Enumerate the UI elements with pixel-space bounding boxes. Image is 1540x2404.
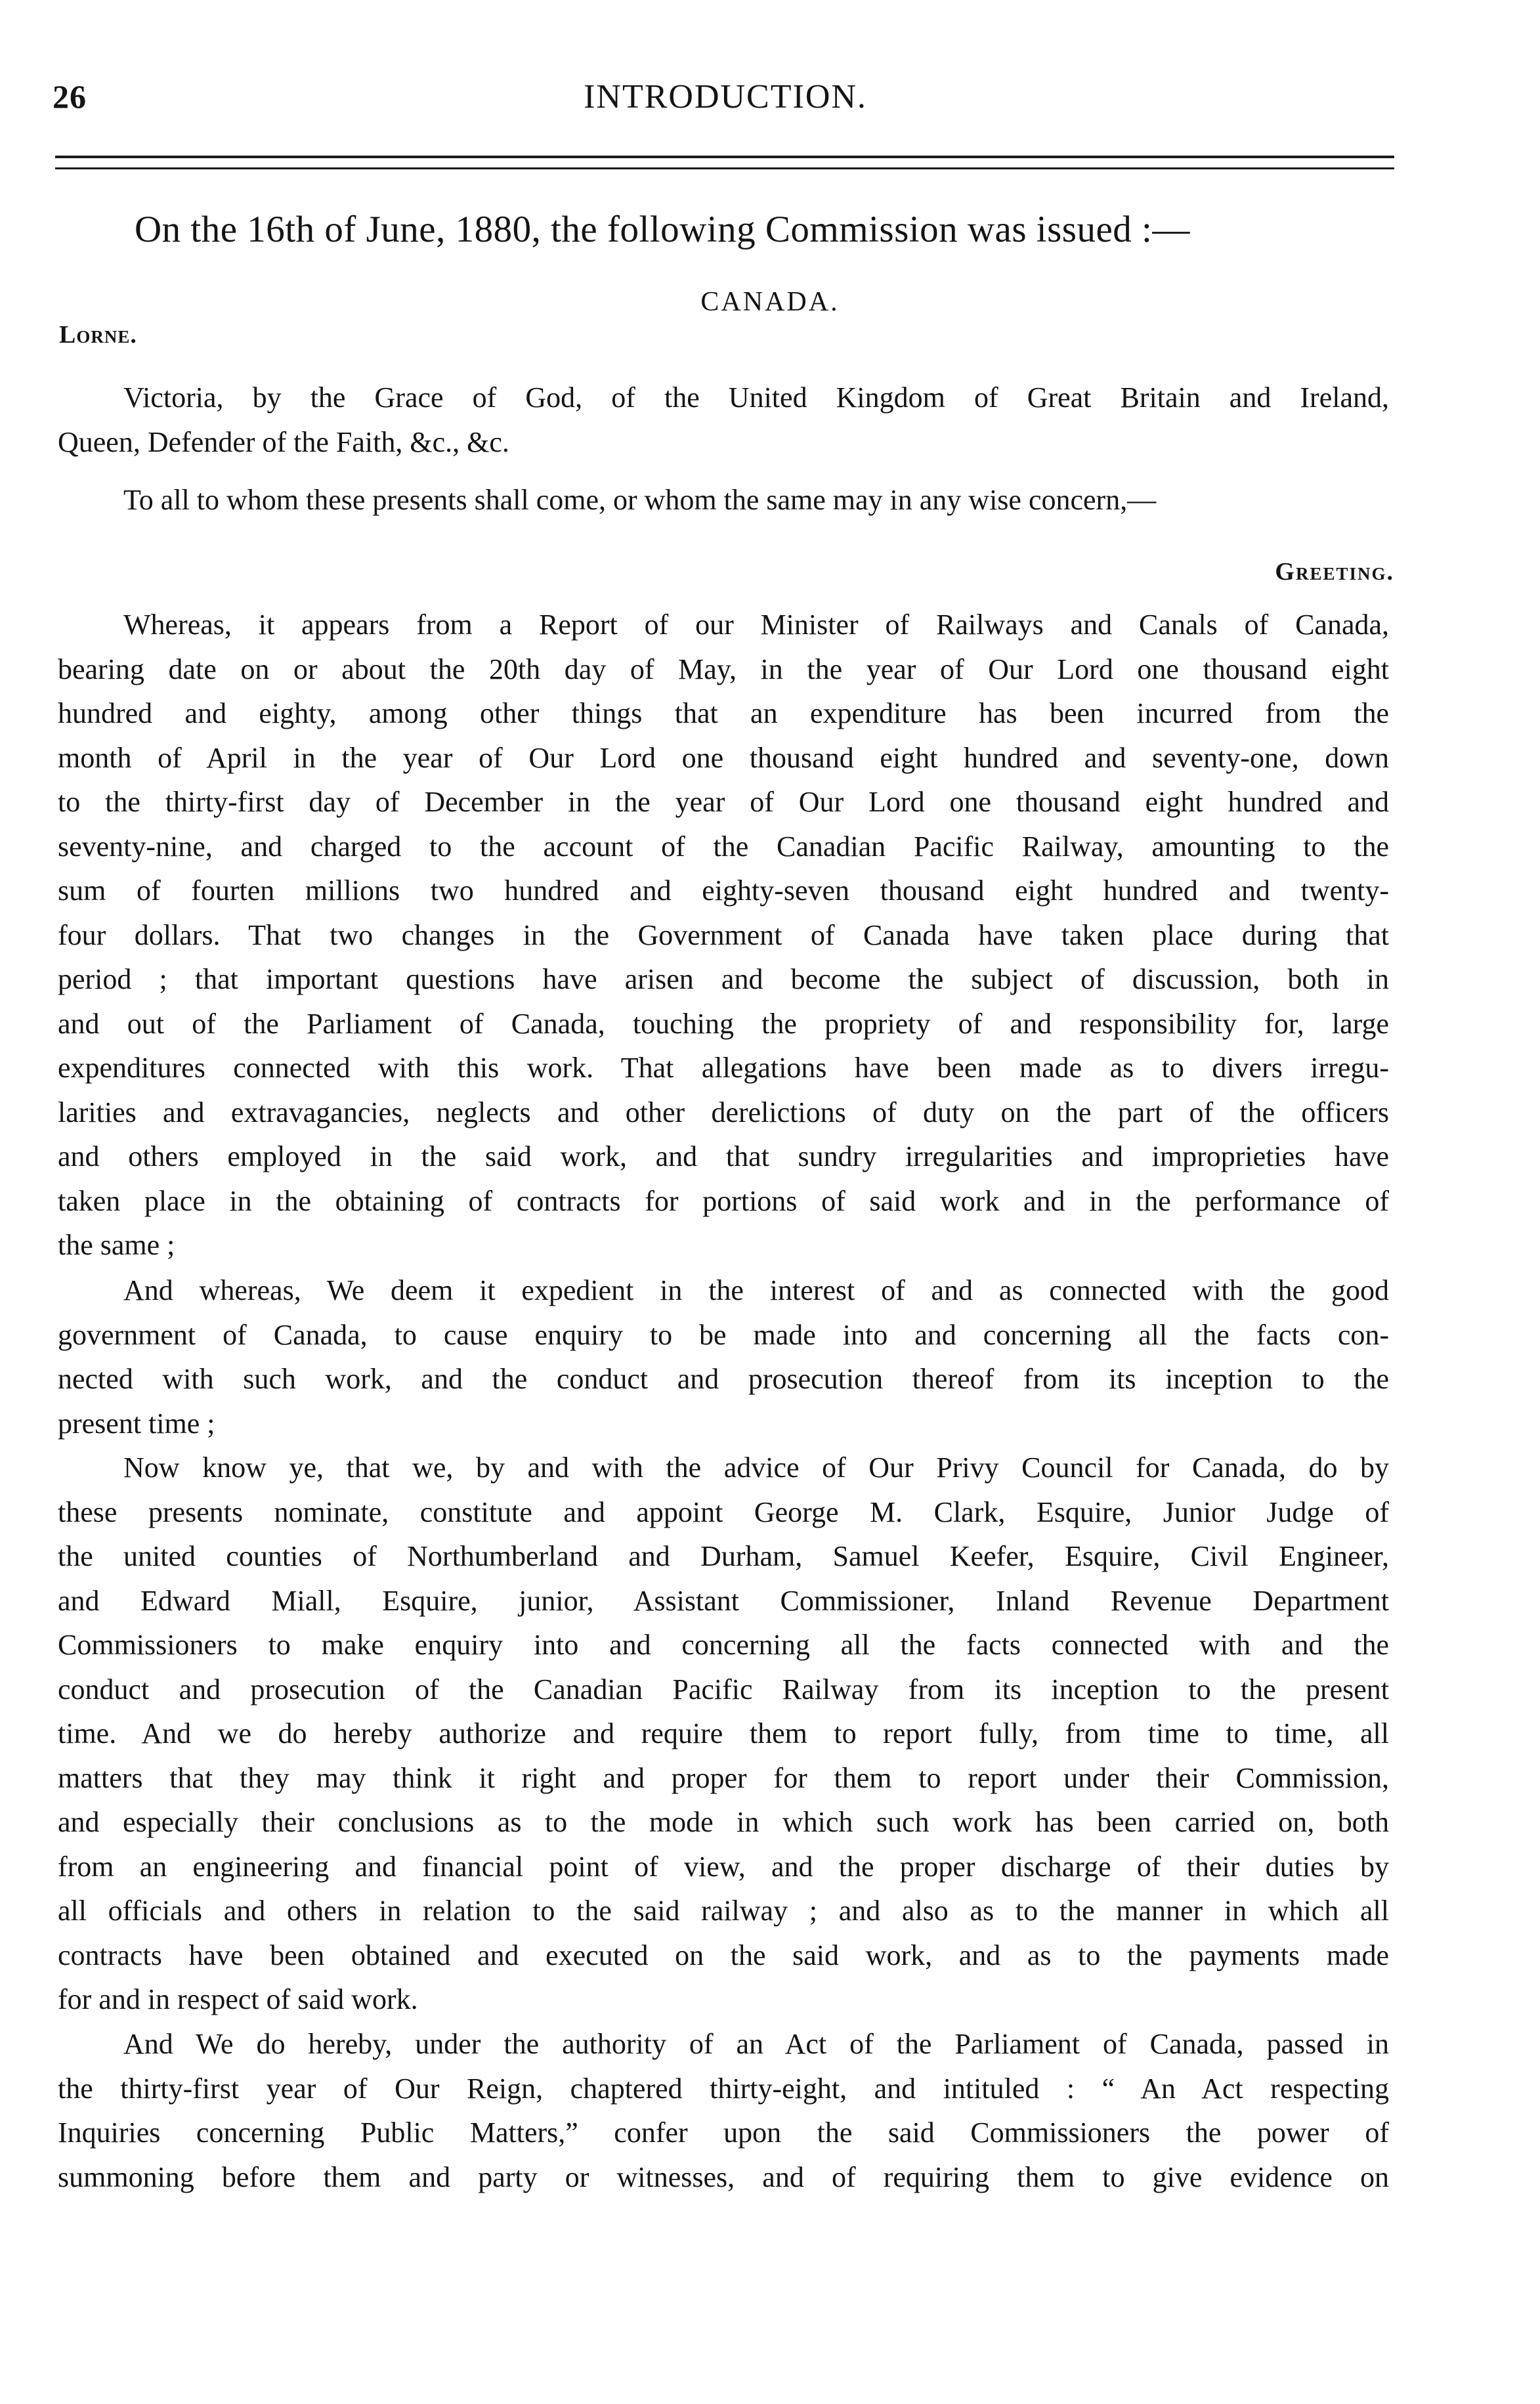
expedient-paragraph xyxy=(58,1268,1389,1446)
paragraph-line: taken place in the obtaining of contracts for portions of said work and in the performance of xyxy=(58,1184,1389,1217)
paragraph-line: government of Canada, to cause enquiry to be made into and concerning all the facts con- xyxy=(58,1318,1389,1351)
paragraph-line: And whereas, We deem it expedient in the interest of and as connected with the good xyxy=(123,1274,1389,1306)
paragraph-line: nected with such work, and the conduct and prosecution thereof from its inception to the xyxy=(58,1363,1389,1395)
appointment-paragraph xyxy=(58,1446,1389,2022)
paragraph-line: four dollars. That two changes in the Government of Canada have taken place during that xyxy=(58,918,1389,951)
page-number: 26 xyxy=(53,78,87,115)
sovereign-paragraph xyxy=(58,376,1389,464)
paragraph-line: sum of fourten millions two hundred and eighty-seven thousand eight hundred and twenty- xyxy=(58,874,1389,907)
running-head: INTRODUCTION. xyxy=(584,78,867,116)
paragraph-line: the thirty-first year of Our Reign, chaptered thirty-eight, and intituled : “ An Act respecting xyxy=(58,2072,1389,2105)
paragraph-line: these presents nominate, constitute and appoint George M. Clark, Esquire, Junior Judge of xyxy=(58,1495,1389,1528)
governor-signature: Lorne. xyxy=(59,321,137,349)
paragraph-line: and out of the Parliament of Canada, touching the propriety of and responsibility for, large xyxy=(58,1007,1389,1040)
paragraph-line: Commissioners to make enquiry into and concerning all the facts connected with and the xyxy=(58,1629,1389,1661)
paragraph-line: all officials and others in relation to the said railway ; and also as to the manner in which all xyxy=(58,1895,1389,1927)
whereas-paragraph xyxy=(58,603,1389,1268)
paragraph-line: Whereas, it appears from a Report of our Minister of Railways and Canals of Canada, xyxy=(123,609,1389,641)
paragraph-line: matters that they may think it right and proper for them to report under their Commission, xyxy=(58,1761,1389,1794)
header-rule-bottom xyxy=(55,167,1394,169)
greeting: Greeting. xyxy=(1275,558,1394,586)
paragraph-line: the same ; xyxy=(58,1229,175,1261)
paragraph-line: To all to whom these presents shall come, or whom the same may in any wise concern,— xyxy=(123,484,1157,516)
paragraph-line: conduct and prosecution of the Canadian Pacific Railway from its inception to the present xyxy=(58,1673,1389,1706)
paragraph-line: the united counties of Northumberland and Durham, Samuel Keefer, Esquire, Civil Engineer, xyxy=(58,1540,1389,1572)
authority-paragraph xyxy=(58,2022,1389,2199)
paragraph-line: and especially their conclusions as to the mode in which such work has been carried on, both xyxy=(58,1806,1389,1838)
paragraph-line: Victoria, by the Grace of God, of the United Kingdom of Great Britain and Ireland, xyxy=(123,381,1389,414)
paragraph-line: Inquiries concerning Public Matters,” confer upon the said Commissioners the power of xyxy=(58,2116,1389,2149)
paragraph-line: summoning before them and party or witnesses, and of requiring them to give evidence on xyxy=(58,2160,1389,2193)
paragraph-line: from an engineering and financial point of view, and the proper discharge of their duties by xyxy=(58,1850,1389,1883)
paragraph-line: larities and extravagancies, neglects and other derelictions of duty on the part of the officers xyxy=(58,1096,1389,1128)
paragraph-line: and others employed in the said work, and that sundry irregularities and improprieties have xyxy=(58,1140,1389,1172)
paragraph-line: present time ; xyxy=(58,1407,215,1440)
paragraph-line: and Edward Miall, Esquire, junior, Assistant Commissioner, Inland Revenue Department xyxy=(58,1584,1389,1617)
paragraph-line: And We do hereby, under the authority of an Act of the Parliament of Canada, passed in xyxy=(123,2028,1389,2060)
paragraph-line: contracts have been obtained and executed on the said work, and as to the payments made xyxy=(58,1939,1389,1971)
paragraph-line: hundred and eighty, among other things that an expenditure has been incurred from the xyxy=(58,697,1389,729)
paragraph-line: to the thirty-first day of December in the year of Our Lord one thousand eight hundred and xyxy=(58,786,1389,818)
commission-intro-heading: On the 16th of June, 1880, the following Commission was issued :— xyxy=(135,209,1190,250)
page-header xyxy=(53,77,1398,130)
paragraph-line: Now know ye, that we, by and with the advice of Our Privy Council for Canada, do by xyxy=(123,1451,1389,1484)
paragraph-line: expenditures connected with this work. That allegations have been made as to divers irregu- xyxy=(58,1052,1389,1084)
paragraph-line: Queen, Defender of the Faith, &c., &c. xyxy=(58,425,509,458)
address-paragraph xyxy=(58,478,1389,523)
paragraph-line: period ; that important questions have arisen and become the subject of discussion, both in xyxy=(58,963,1389,995)
paragraph-line: time. And we do hereby authorize and require them to report fully, from time to time, all xyxy=(58,1717,1389,1749)
paragraph-line: month of April in the year of Our Lord one thousand eight hundred and seventy-one, down xyxy=(58,741,1389,774)
place-heading: CANADA. xyxy=(700,287,840,317)
header-rule-top xyxy=(55,156,1394,158)
paragraph-line: seventy-nine, and charged to the account of the Canadian Pacific Railway, amounting to the xyxy=(58,830,1389,863)
paragraph-line: for and in respect of said work. xyxy=(58,1983,418,2015)
paragraph-line: bearing date on or about the 20th day of May, in the year of Our Lord one thousand eight xyxy=(58,653,1389,685)
